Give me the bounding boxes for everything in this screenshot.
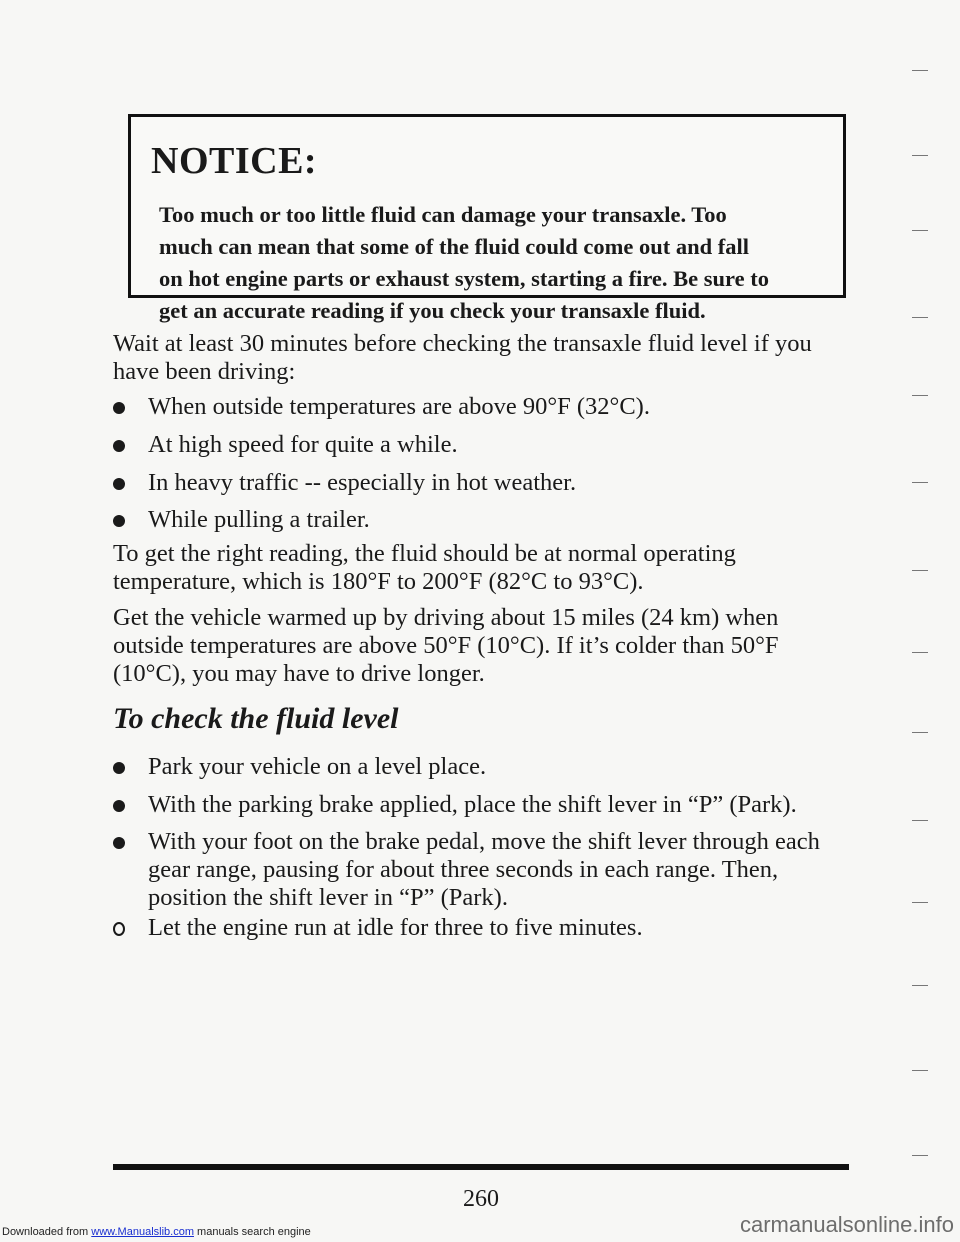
notice-title: NOTICE: xyxy=(151,140,318,182)
condition-text: At high speed for quite a while. xyxy=(148,431,458,458)
paragraph-line: outside temperatures are above 50°F (10°C). If it’s colder than 50°F xyxy=(113,632,779,659)
condition-text: When outside temperatures are above 90°F (32°C). xyxy=(148,393,650,420)
notice-line: much can mean that some of the fluid could come out and fall xyxy=(159,234,749,259)
operating-temperature-paragraph xyxy=(113,540,833,596)
step-line: gear range, pausing for about three seconds in each range. Then, xyxy=(148,856,779,883)
bullet-icon xyxy=(113,440,125,452)
condition-text: While pulling a trailer. xyxy=(148,506,370,533)
step-line: With your foot on the brake pedal, move the shift lever through each xyxy=(148,828,820,855)
intro-line: have been driving: xyxy=(113,358,296,385)
notice-line: Too much or too little fluid can damage your transaxle. Too xyxy=(159,202,727,227)
step-line: Let the engine run at idle for three to five minutes. xyxy=(148,914,643,941)
step-line: position the shift lever in “P” (Park). xyxy=(148,884,508,911)
warm-up-paragraph xyxy=(113,604,833,688)
notice-line: get an accurate reading if you check your transaxle fluid. xyxy=(159,298,706,323)
paragraph-line: To get the right reading, the fluid should be at normal operating xyxy=(113,540,736,567)
manualslib-link[interactable]: www.Manualslib.com xyxy=(91,1226,194,1238)
section-heading: To check the fluid level xyxy=(113,702,399,735)
notice-text xyxy=(159,199,819,327)
notice-line: on hot engine parts or exhaust system, starting a fire. Be sure to xyxy=(159,266,769,291)
banner-prefix: Downloaded from xyxy=(2,1226,92,1238)
step-text xyxy=(148,753,838,781)
step-line: Park your vehicle on a level place. xyxy=(148,753,487,780)
intro-paragraph xyxy=(113,330,833,386)
download-source-banner xyxy=(2,1226,311,1238)
site-watermark: carmanualsonline.info xyxy=(739,1212,954,1237)
paragraph-line: Get the vehicle warmed up by driving about 15 miles (24 km) when xyxy=(113,604,779,631)
paragraph-line: (10°C), you may have to drive longer. xyxy=(113,660,485,687)
paragraph-line: temperature, which is 180°F to 200°F (82°C to 93°C). xyxy=(113,568,644,595)
step-line: With the parking brake applied, place the shift lever in “P” (Park). xyxy=(148,791,797,818)
bullet-icon xyxy=(113,402,125,414)
bullet-icon xyxy=(113,762,125,774)
step-text xyxy=(148,791,838,819)
page-number: 260 xyxy=(463,1186,499,1212)
condition-text: In heavy traffic -- especially in hot weather. xyxy=(148,469,577,496)
bullet-icon xyxy=(113,515,125,527)
step-text xyxy=(148,828,838,912)
bullet-icon xyxy=(113,922,125,936)
bullet-icon xyxy=(113,800,125,812)
footer-rule xyxy=(113,1164,849,1170)
page-edge-marks xyxy=(900,60,940,1200)
bullet-icon xyxy=(113,478,125,490)
intro-line: Wait at least 30 minutes before checking the transaxle fluid level if you xyxy=(113,330,812,357)
notice-box xyxy=(128,114,846,323)
banner-suffix: manuals search engine xyxy=(193,1226,311,1238)
bullet-icon xyxy=(113,837,125,849)
step-text xyxy=(148,914,838,942)
